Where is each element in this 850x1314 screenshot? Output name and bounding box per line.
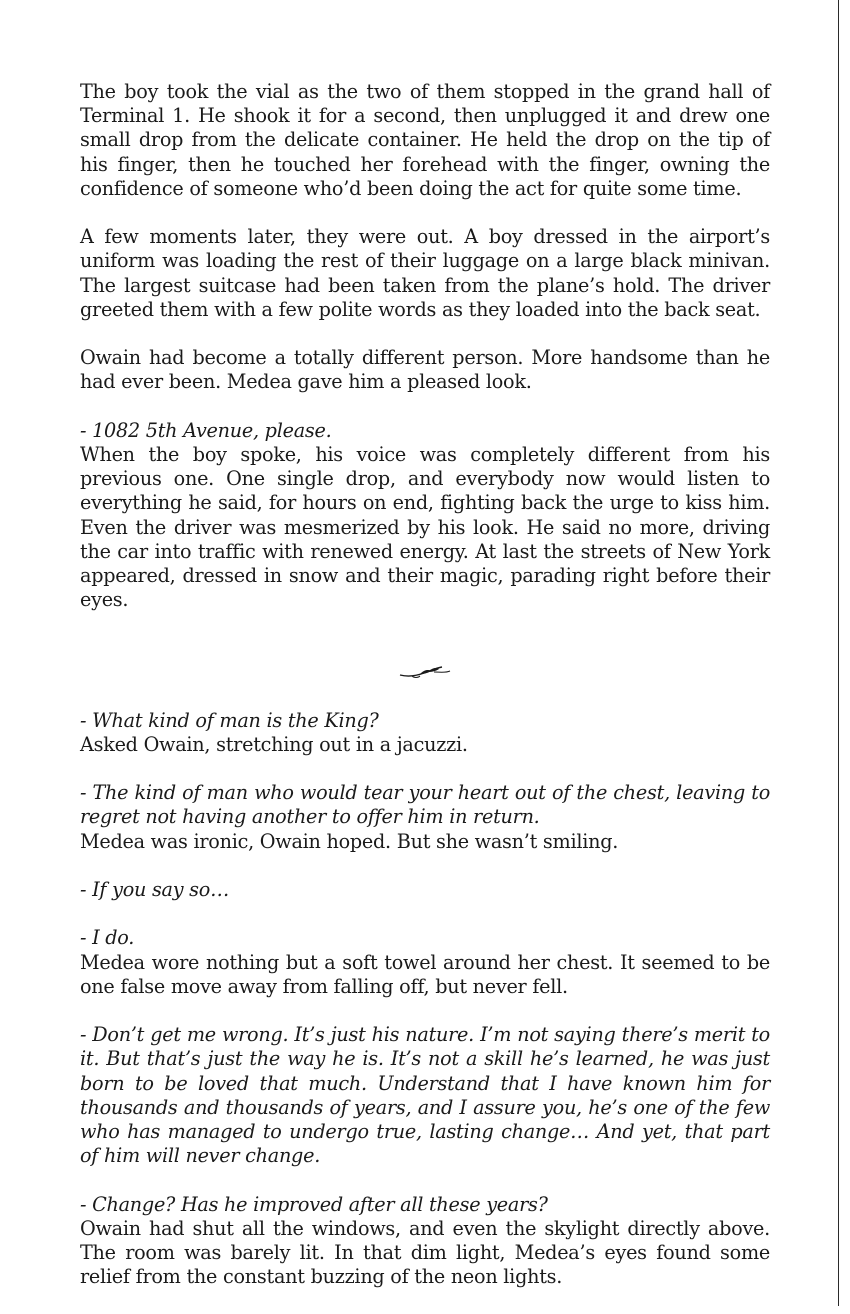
dialogue-address: - 1082 5th Avenue, please.: [80, 418, 332, 442]
paragraph-voice: When the boy spoke, his voice was completely different from his previous one. One single drop, and everybody now would listen to everything he said, for hours on end, fighting back the urge to kiss him. Even the driver was mesmerized by his look. He said no more, driving the car into traffic with renewed energy. At last the streets of New York appeared, dressed in snow and their magic, parading right before their eyes.: [80, 443, 770, 612]
section-break: [80, 637, 770, 709]
paragraph-ironic: Medea was ironic, Owain hoped. But she wasn’t smiling.: [80, 829, 619, 853]
paragraph-towel: Medea wore nothing but a soft towel around her chest. It seemed to be one false move away from falling off, but never fell.: [80, 950, 770, 998]
dialogue-his-nature: - Don’t get me wrong. It’s just his nature. I’m not saying there’s merit to it. But that’s just the way he is. It’s not a skill he’s learned, he was just born to be loved that much. Understand that I have known him for thousands and thousands of years, and I assure you, he’s one of the few who has managed to undergo true, lasting change… And yet, that part of him will never change.: [80, 1023, 770, 1168]
dialogue-i-do: - I do.: [80, 926, 135, 950]
paragraph-minivan: A few moments later, they were out. A boy dressed in the airport’s uniform was loading the rest of their luggage on a large black minivan. The largest suitcase had been taken from the plane’s hold. The driver greeted them with a few polite words as they loaded into the back seat.: [80, 225, 770, 321]
page-body: [80, 80, 770, 1314]
dialogue-change: - Change? Has he improved after all these years?: [80, 1192, 548, 1216]
paragraph-owain-changed: Owain had become a totally different person. More handsome than he had ever been. Medea gave him a pleased look.: [80, 346, 770, 394]
paragraph-dim-room: Owain had shut all the windows, and even the skylight directly above. The room was barely lit. In that dim light, Medea’s eyes found some relief from the constant buzzing of the neon lights.: [80, 1216, 770, 1289]
dialogue-if-you-say: - If you say so…: [80, 878, 230, 901]
dialogue-king-question: - What kind of man is the King?: [80, 708, 379, 732]
swash-flourish-icon: [398, 665, 452, 679]
dialogue-tear-heart: - The kind of man who would tear your heart out of the chest, leaving to regret not having another to offer him in return.: [80, 781, 770, 829]
paragraph-jacuzzi: Asked Owain, stretching out in a jacuzzi.: [80, 732, 468, 756]
paragraph-terminal: The boy took the vial as the two of them stopped in the grand hall of Terminal 1. He shook it for a second, then unplugged it and drew one small drop from the delicate container. He held the drop on the tip of his finger, then he touched her forehead with the finger, owning the confidence of someone who’d been doing the act for quite some time.: [80, 80, 770, 200]
